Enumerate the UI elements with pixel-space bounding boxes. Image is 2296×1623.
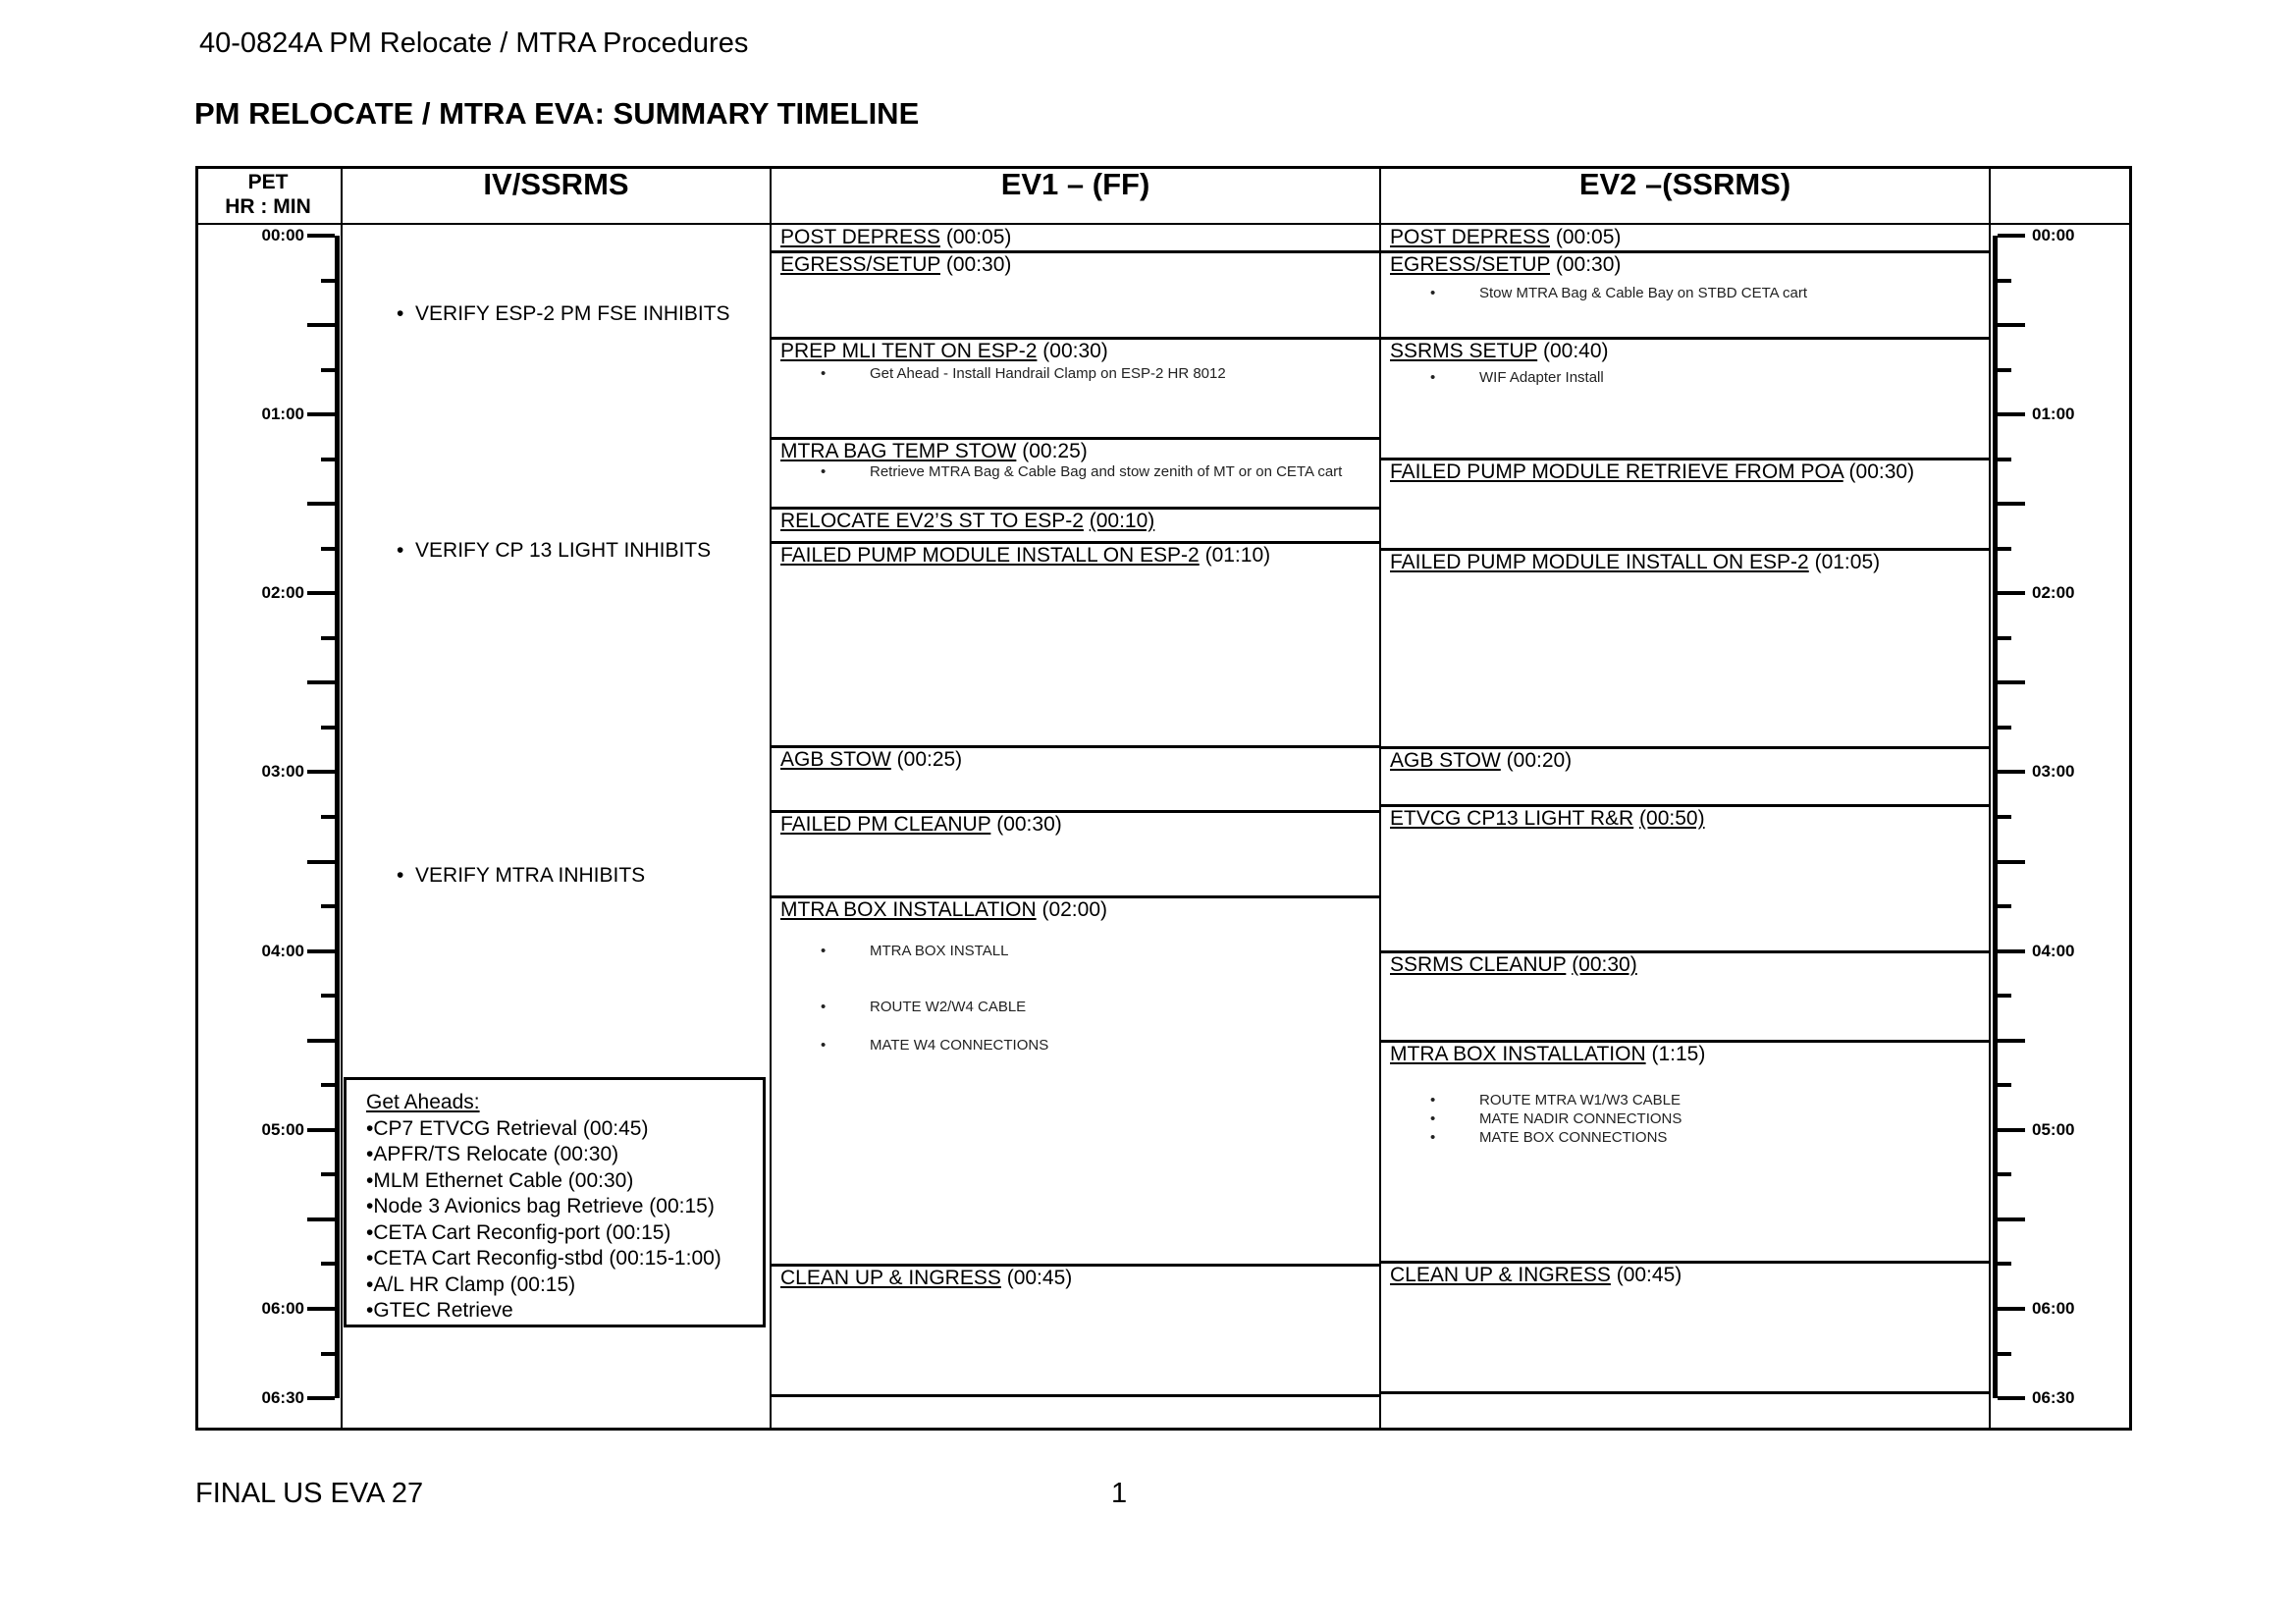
divider-ev1-ev2 [1379,166,1381,1431]
axis-tick [1998,770,2025,774]
task-block [1390,1043,1705,1066]
axis-tick [1998,1039,2025,1043]
task-duration: (00:30) [996,813,1062,836]
subitem-text: MATE W4 CONNECTIONS [870,1037,1049,1054]
axis-tick [1998,591,2025,595]
task-duration: (1:15) [1651,1043,1706,1065]
axis-tick [1998,1352,2011,1356]
task-title: FAILED PUMP MODULE INSTALL ON ESP-2 [780,544,1200,567]
task-duration: (00:25) [896,748,963,771]
axis-time-label: 03:00 [261,762,304,782]
axis-time-label: 02:00 [261,583,304,603]
axis-tick [321,815,335,819]
task-title: RELOCATE EV2’S ST TO ESP-2 [780,510,1084,532]
axis-tick [321,1262,335,1266]
task-title: MTRA BOX INSTALLATION [1390,1043,1646,1065]
pet-label: PET [247,171,289,193]
col-header-ev1: EV1 – (FF) [1000,167,1150,201]
axis-tick [321,547,335,551]
task-duration: (01:05) [1814,551,1881,573]
task-block [1390,749,1572,773]
divider-iv-ev1 [770,166,772,1431]
axis-tick [321,1172,335,1176]
task-title: EGRESS/SETUP [780,253,940,276]
axis-tick [1998,279,2011,283]
document-header-title: 40-0824A PM Relocate / MTRA Procedures [199,27,749,59]
iv-item: • VERIFY MTRA INHIBITS [397,864,646,887]
task-block [780,340,1108,363]
axis-tick [1998,1217,2025,1221]
hr-min-label: HR : MIN [225,195,311,218]
subitem-text: Retrieve MTRA Bag & Cable Bag and stow zenith of MT or on CETA cart [870,463,1343,480]
task-title: MTRA BAG TEMP STOW [780,440,1017,462]
subitem-text: MTRA BOX INSTALL [870,943,1009,959]
axis-tick [321,1352,335,1356]
axis-tick [307,1396,335,1400]
task-block [780,253,1011,277]
get-ahead-item: •APFR/TS Relocate (00:30) [366,1143,619,1165]
axis-time-label: 01:00 [261,405,304,424]
task-duration: (00:10) [1089,510,1155,532]
task-title: AGB STOW [780,748,891,771]
col-header-pet [195,170,341,219]
get-ahead-item: •MLM Ethernet Cable (00:30) [366,1168,634,1192]
task-block [1390,551,1880,574]
task-title: POST DEPRESS [1390,226,1550,248]
task-duration: (00:25) [1022,440,1088,462]
task-block [780,440,1088,463]
axis-tick [321,726,335,730]
axis-tick [1998,547,2011,551]
axis-tick [321,904,335,908]
divider-pet-iv [341,166,343,1431]
axis-tick [1998,458,2011,461]
axis-tick [321,636,335,640]
get-ahead-item: •CP7 ETVCG Retrieval (00:45) [366,1116,649,1140]
task-duration: (00:20) [1506,749,1573,772]
page-number: 1 [1111,1478,1128,1509]
task-block [1390,340,1609,363]
axis-tick [307,1039,335,1043]
task-title: SSRMS CLEANUP [1390,953,1567,976]
subitem-text: ROUTE W2/W4 CABLE [870,999,1027,1015]
bullet-icon: • [821,463,827,480]
bullet-icon: • [1430,1092,1436,1109]
header-divider [195,223,2132,225]
axis-tick [1998,1172,2011,1176]
task-block [1390,460,1914,484]
task-duration: (00:45) [1616,1264,1682,1286]
axis-tick [321,458,335,461]
axis-time-label: 00:00 [2032,226,2075,244]
col-header-iv: IV/SSRMS [483,167,629,201]
task-title: ETVCG CP13 LIGHT R&R [1390,807,1634,830]
task-block [780,813,1062,837]
axis-time-label: 04:00 [261,941,304,960]
task-title: EGRESS/SETUP [1390,253,1550,276]
footer-doc-id: FINAL US EVA 27 [195,1478,424,1509]
task-block [1390,253,1621,277]
axis-tick [307,323,335,327]
axis-tick [1998,1396,2025,1400]
axis-tick [307,502,335,506]
axis-tick [321,1083,335,1087]
iv-item: • VERIFY CP 13 LIGHT INHIBITS [397,539,712,562]
task-title: FAILED PM CLEANUP [780,813,991,836]
axis-time-label: 06:00 [261,1298,304,1318]
axis-tick [1998,726,2011,730]
task-block [780,748,962,772]
task-title: FAILED PUMP MODULE INSTALL ON ESP-2 [1390,551,1809,573]
task-block-divider [772,1394,1379,1397]
subitem-text: Stow MTRA Bag & Cable Bay on STBD CETA cart [1479,285,1808,301]
get-ahead-item: •GTEC Retrieve [366,1299,513,1322]
col-header-ev2: EV2 –(SSRMS) [1578,167,1791,201]
axis-tick [307,680,335,684]
axis-tick [1998,860,2025,864]
axis-tick [307,949,335,953]
axis-tick [1998,904,2011,908]
axis-tick [307,234,335,238]
axis-tick [1998,1262,2011,1266]
task-title: POST DEPRESS [780,226,940,248]
axis-time-label: 02:00 [2032,583,2075,603]
get-ahead-item: •A/L HR Clamp (00:15) [366,1272,576,1296]
axis-tick [1998,234,2025,238]
task-duration: (00:40) [1543,340,1609,362]
axis-tick [1998,815,2011,819]
bullet-icon: • [1430,285,1436,301]
get-ahead-item: •CETA Cart Reconfig-port (00:15) [366,1220,671,1244]
axis-line [335,236,340,1398]
task-block-divider [1381,1391,1989,1394]
task-title: FAILED PUMP MODULE RETRIEVE FROM POA [1390,460,1843,483]
task-block [1390,1264,1682,1287]
subitem-text: MATE BOX CONNECTIONS [1479,1129,1668,1146]
axis-time-label: 06:00 [2032,1298,2075,1318]
subitem-text: Get Ahead - Install Handrail Clamp on ESP-2 HR 8012 [870,365,1226,382]
axis-tick [321,368,335,372]
task-title: MTRA BOX INSTALLATION [780,898,1037,921]
task-duration: (00:50) [1639,807,1705,830]
task-title: SSRMS SETUP [1390,340,1538,362]
get-aheads-title: Get Aheads: [366,1091,480,1113]
iv-item: • VERIFY ESP-2 PM FSE INHIBITS [397,302,730,325]
axis-tick [1998,994,2011,998]
summary-timeline-title: PM RELOCATE / MTRA EVA: SUMMARY TIMELINE [194,96,920,131]
axis-tick [321,279,335,283]
axis-tick [1998,502,2025,506]
axis-time-label: 06:30 [261,1388,304,1408]
task-duration: (00:30) [1555,253,1622,276]
task-duration: (00:30) [1042,340,1108,362]
get-ahead-item: •Node 3 Avionics bag Retrieve (00:15) [366,1195,715,1217]
axis-time-label: 05:00 [2032,1119,2075,1139]
task-block [1390,226,1621,249]
axis-time-label: 03:00 [2032,762,2075,782]
task-title: AGB STOW [1390,749,1501,772]
axis-tick [307,412,335,416]
bullet-icon: • [1430,1110,1436,1127]
axis-tick [1998,949,2025,953]
axis-tick [307,1217,335,1221]
axis-tick [1998,1128,2025,1132]
axis-time-label: 06:30 [2032,1388,2075,1408]
axis-tick [307,591,335,595]
task-duration: (00:05) [945,226,1012,248]
axis-tick [321,994,335,998]
task-block [1390,807,1705,831]
axis-tick [1998,323,2025,327]
task-title: PREP MLI TENT ON ESP-2 [780,340,1038,362]
axis-time-label: 00:00 [261,226,304,244]
axis-tick [1998,368,2011,372]
subitem-text: MATE NADIR CONNECTIONS [1479,1110,1682,1127]
task-block [780,544,1270,568]
task-duration: (02:00) [1041,898,1107,921]
axis-tick [1998,1083,2011,1087]
axis-tick [307,1307,335,1311]
subitem-text: WIF Adapter Install [1479,369,1604,386]
bullet-icon: • [1430,1129,1436,1146]
task-duration: (00:05) [1555,226,1622,248]
subitem-text: ROUTE MTRA W1/W3 CABLE [1479,1092,1682,1109]
task-block [1390,953,1637,977]
axis-time-label: 04:00 [2032,941,2075,960]
get-aheads-box [344,1077,766,1327]
task-block [780,226,1011,249]
task-block [780,1267,1072,1290]
task-title: CLEAN UP & INGRESS [1390,1264,1611,1286]
bullet-icon: • [821,365,827,382]
bullet-icon: • [821,1037,827,1054]
task-duration: (00:30) [1848,460,1915,483]
task-block [780,510,1154,533]
axis-tick [307,860,335,864]
task-block [780,898,1107,922]
bullet-icon: • [821,943,827,959]
axis-tick [307,770,335,774]
task-duration: (00:30) [1572,953,1637,976]
task-title: CLEAN UP & INGRESS [780,1267,1001,1289]
bullet-icon: • [1430,369,1436,386]
axis-tick [1998,1307,2025,1311]
axis-tick [1998,636,2011,640]
divider-ev2-axis [1989,166,1991,1431]
task-duration: (00:45) [1006,1267,1073,1289]
axis-tick [1998,680,2025,684]
bullet-icon: • [821,999,827,1015]
axis-time-label: 05:00 [261,1119,304,1139]
task-duration: (01:10) [1204,544,1271,567]
axis-tick [1998,412,2025,416]
get-ahead-item: •CETA Cart Reconfig-stbd (00:15-1:00) [366,1247,721,1270]
axis-tick [307,1128,335,1132]
axis-time-label: 01:00 [2032,405,2075,424]
task-duration: (00:30) [945,253,1012,276]
